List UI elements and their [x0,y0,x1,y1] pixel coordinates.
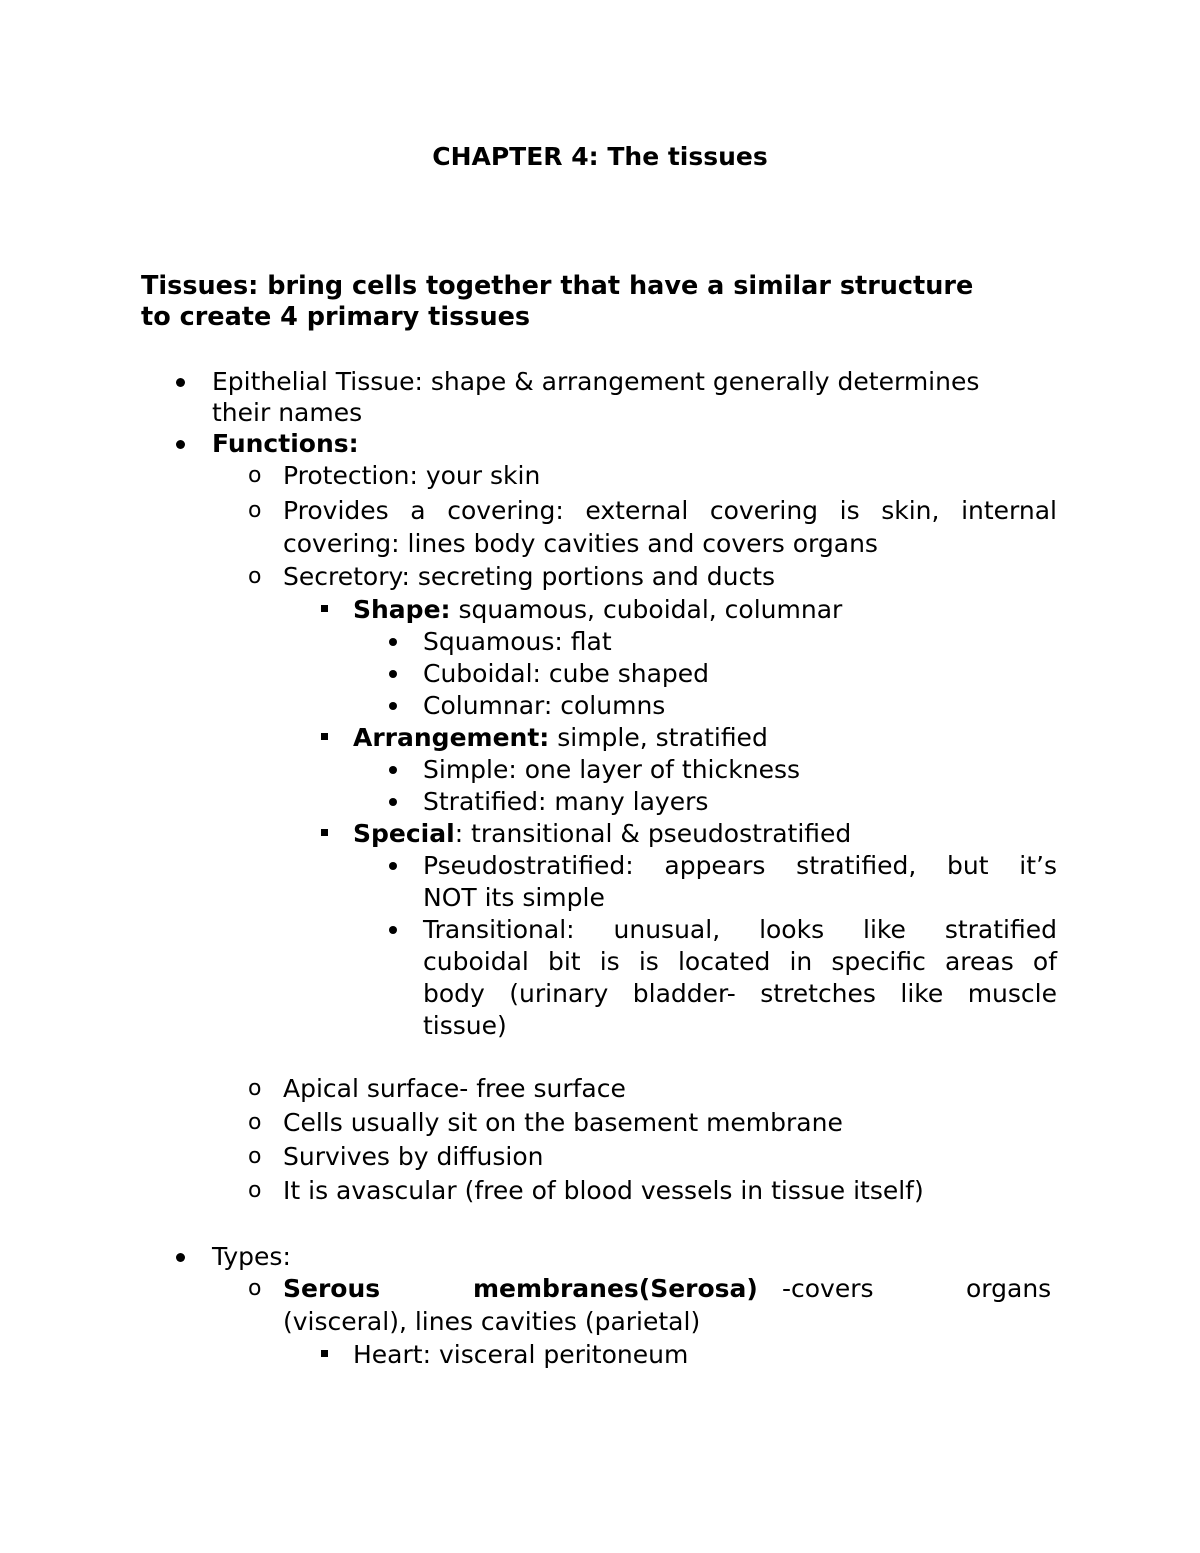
epithelial-line-2: their names [212,398,363,427]
function-secretory: Secretory: secreting portions and ducts [283,562,776,591]
sub-marker: o [248,1110,262,1135]
serous-membranes-label: membranes(Serosa) [473,1274,758,1303]
bullet-dot [176,1253,185,1262]
special-text: : transitional & pseudostratified [454,819,852,848]
property-item: Apical surface- free surface [283,1074,626,1103]
shape-item: Columnar: columns [423,691,666,720]
transitional-line-2: cuboidal bit is is located in specific areas of [423,947,1057,976]
sub-marker: o [248,1178,262,1203]
intro-line-1: Tissues: bring cells together that have a similar structure [141,271,974,301]
shape-item: Squamous: flat [423,627,612,656]
function-protection: Protection: your skin [283,461,541,490]
bullet-dot [389,638,397,646]
sub-marker: o [248,1276,262,1301]
bullet-dot [389,766,397,774]
bullet-dot [389,862,397,870]
transitional-line-1: Transitional: unusual, looks like stratified [423,915,1057,944]
special-line [353,819,851,849]
property-item: Cells usually sit on the basement membrane [283,1108,843,1137]
sub-marker: o [248,498,262,523]
arrangement-text: simple, stratified [549,723,768,752]
square-marker [321,1350,328,1357]
shape-label: Shape: [353,595,451,624]
transitional-line-3: body (urinary bladder- stretches like muscle [423,979,1057,1008]
special-label: Special [353,819,455,848]
shape-line [353,595,842,625]
bullet-dot [176,440,185,449]
types-label: Types: [212,1242,291,1271]
sub-marker: o [248,1144,262,1169]
intro-line-2: to create 4 primary tissues [141,302,531,332]
bullet-dot [389,798,397,806]
pseudostratified-line-1: Pseudostratified: appears stratified, but it’s [423,851,1057,880]
functions-label: Functions: [212,429,359,458]
bullet-dot [389,702,397,710]
property-item: Survives by diffusion [283,1142,544,1171]
sub-marker: o [248,564,262,589]
serous-line-2: (visceral), lines cavities (parietal) [283,1307,701,1336]
chapter-title: CHAPTER 4: The tissues [432,142,768,171]
arrangement-line [353,723,768,753]
epithelial-line-1: Epithelial Tissue: shape & arrangement generally determines [212,367,980,396]
shape-item: Cuboidal: cube shaped [423,659,710,688]
square-marker [321,733,328,740]
transitional-line-4: tissue) [423,1011,507,1040]
serous-label [283,1274,380,1304]
arrangement-label: Arrangement: [353,723,550,752]
bullet-dot [176,378,185,387]
serous-word: Serous [283,1274,381,1303]
property-item: It is avascular (free of blood vessels in tissue itself) [283,1176,924,1205]
square-marker [321,605,328,612]
bullet-dot [389,926,397,934]
arrangement-item: Stratified: many layers [423,787,709,816]
function-covering-line-2: covering: lines body cavities and covers organs [283,529,878,558]
square-marker [321,829,328,836]
shape-text: squamous, cuboidal, columnar [450,595,843,624]
arrangement-item: Simple: one layer of thickness [423,755,801,784]
bullet-dot [389,670,397,678]
sub-marker: o [248,463,262,488]
sub-marker: o [248,1076,262,1101]
function-covering-line-1: Provides a covering: external covering is skin, internal [283,496,1057,525]
serous-covers: -covers [782,1274,874,1303]
serous-organs: organs [966,1274,1052,1303]
serous-heart: Heart: visceral peritoneum [353,1340,689,1369]
pseudostratified-line-2: NOT its simple [423,883,605,912]
